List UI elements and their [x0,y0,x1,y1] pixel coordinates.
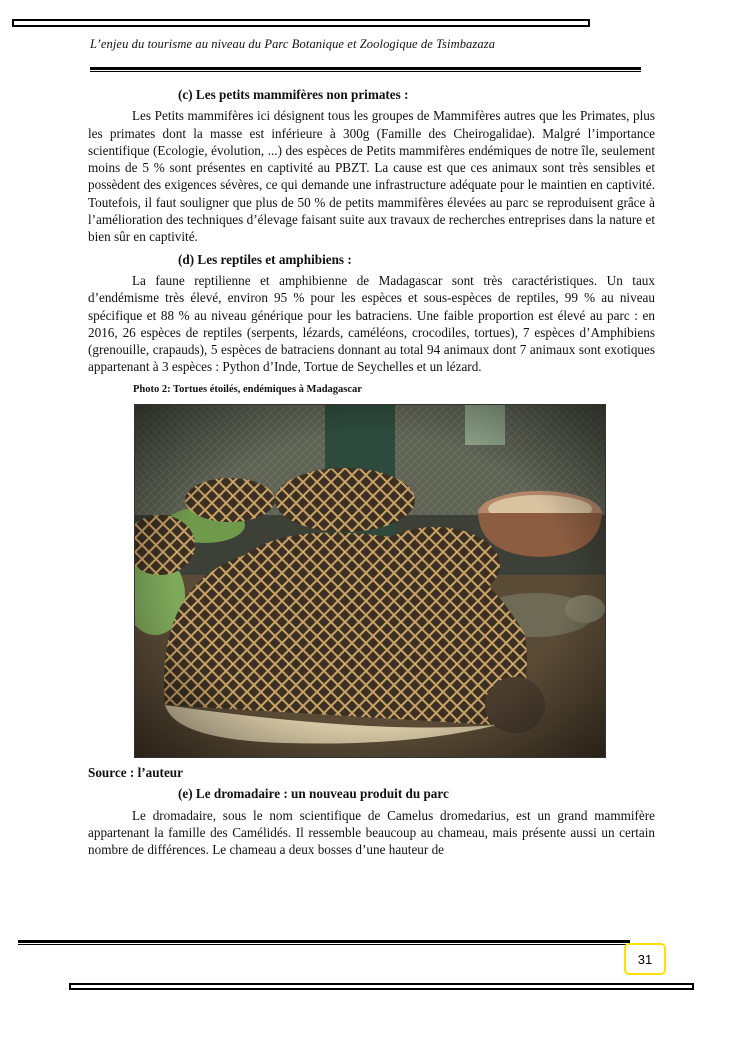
section-heading-dromedary: (e) Le dromadaire : un nouveau produit du parc [178,786,449,802]
running-header: L’enjeu du tourisme au niveau du Parc Botanique et Zoologique de Tsimbazaza [90,37,496,51]
section-heading-small-mammals: (c) Les petits mammifères non primates : [178,87,409,102]
section-heading-reptiles: (d) Les reptiles et amphibiens : [178,251,352,267]
header-rule [90,67,641,72]
bottom-frame-decoration [69,983,694,990]
tortoise-photo [134,404,606,758]
photo-source: Source : l’auteur [88,765,183,781]
page-body [88,86,655,864]
page-number: 31 [624,943,666,975]
footer-rule [18,940,630,945]
paragraph-dromedary: Le dromadaire, sous le nom scientifique de Camelus dromedarius, est un grand mammifère appartenant la famille des Camélidés. Il ressemble beaucoup au chameau, mais présente aussi un certain nombre de différences. Le chameau a deux bosses d’une hauteur de [88,807,655,858]
paragraph-small-mammals: Les Petits mammifères ici désignent tous les groupes de Mammifères autres que les Primates, plus les primates dont la masse est inférieure à 300g (Famille des Cheirogalidae). Malgré l’importance scientifique (Ecologie, évolution, ...) des espèces de Petits mammifères endémiques de notre île, seulement moins de 5 % sont présentes en captivité au PBZT. La cause est que ces animaux sont très sensibles et possèdent des exigences sévères, ce qui demande une infrastructure adéquate pour le maintien en captivité. Toutefois, il faut souligner que plus de 50 % de petits mammifères élevées au parc se reproduisent grâce à l’amélioration des techniques d’élevage faisant suite aux travaux de recherches entreprises dans la nature et bien sûr en captivité. [88,108,655,245]
photo-caption: Photo 2: Tortues étoilés, endémiques à Madagascar [133,383,362,395]
paragraph-reptiles: La faune reptilienne et amphibienne de Madagascar sont très caractéristiques. Un taux d’endémisme très élevé, environ 95 % pour les espèces et sous-espèces de reptiles, 99 % au niveau spécifique et 88 % au niveau générique pour les batraciens. Une faible proportion est élevé au parc : en 2016, 26 espèces de reptiles (serpents, lézards, caméléons, crocodiles, tortues), 7 espèces d’Amphibiens (grenouille, crapauds), 5 espèces de batraciens donnant au total 94 animaux dont 7 animaux sont exotiques appartenant à 3 espèces : Python d’Inde, Tortue de Seychelles et un lézard. [88,272,655,375]
top-frame-decoration [12,19,590,27]
